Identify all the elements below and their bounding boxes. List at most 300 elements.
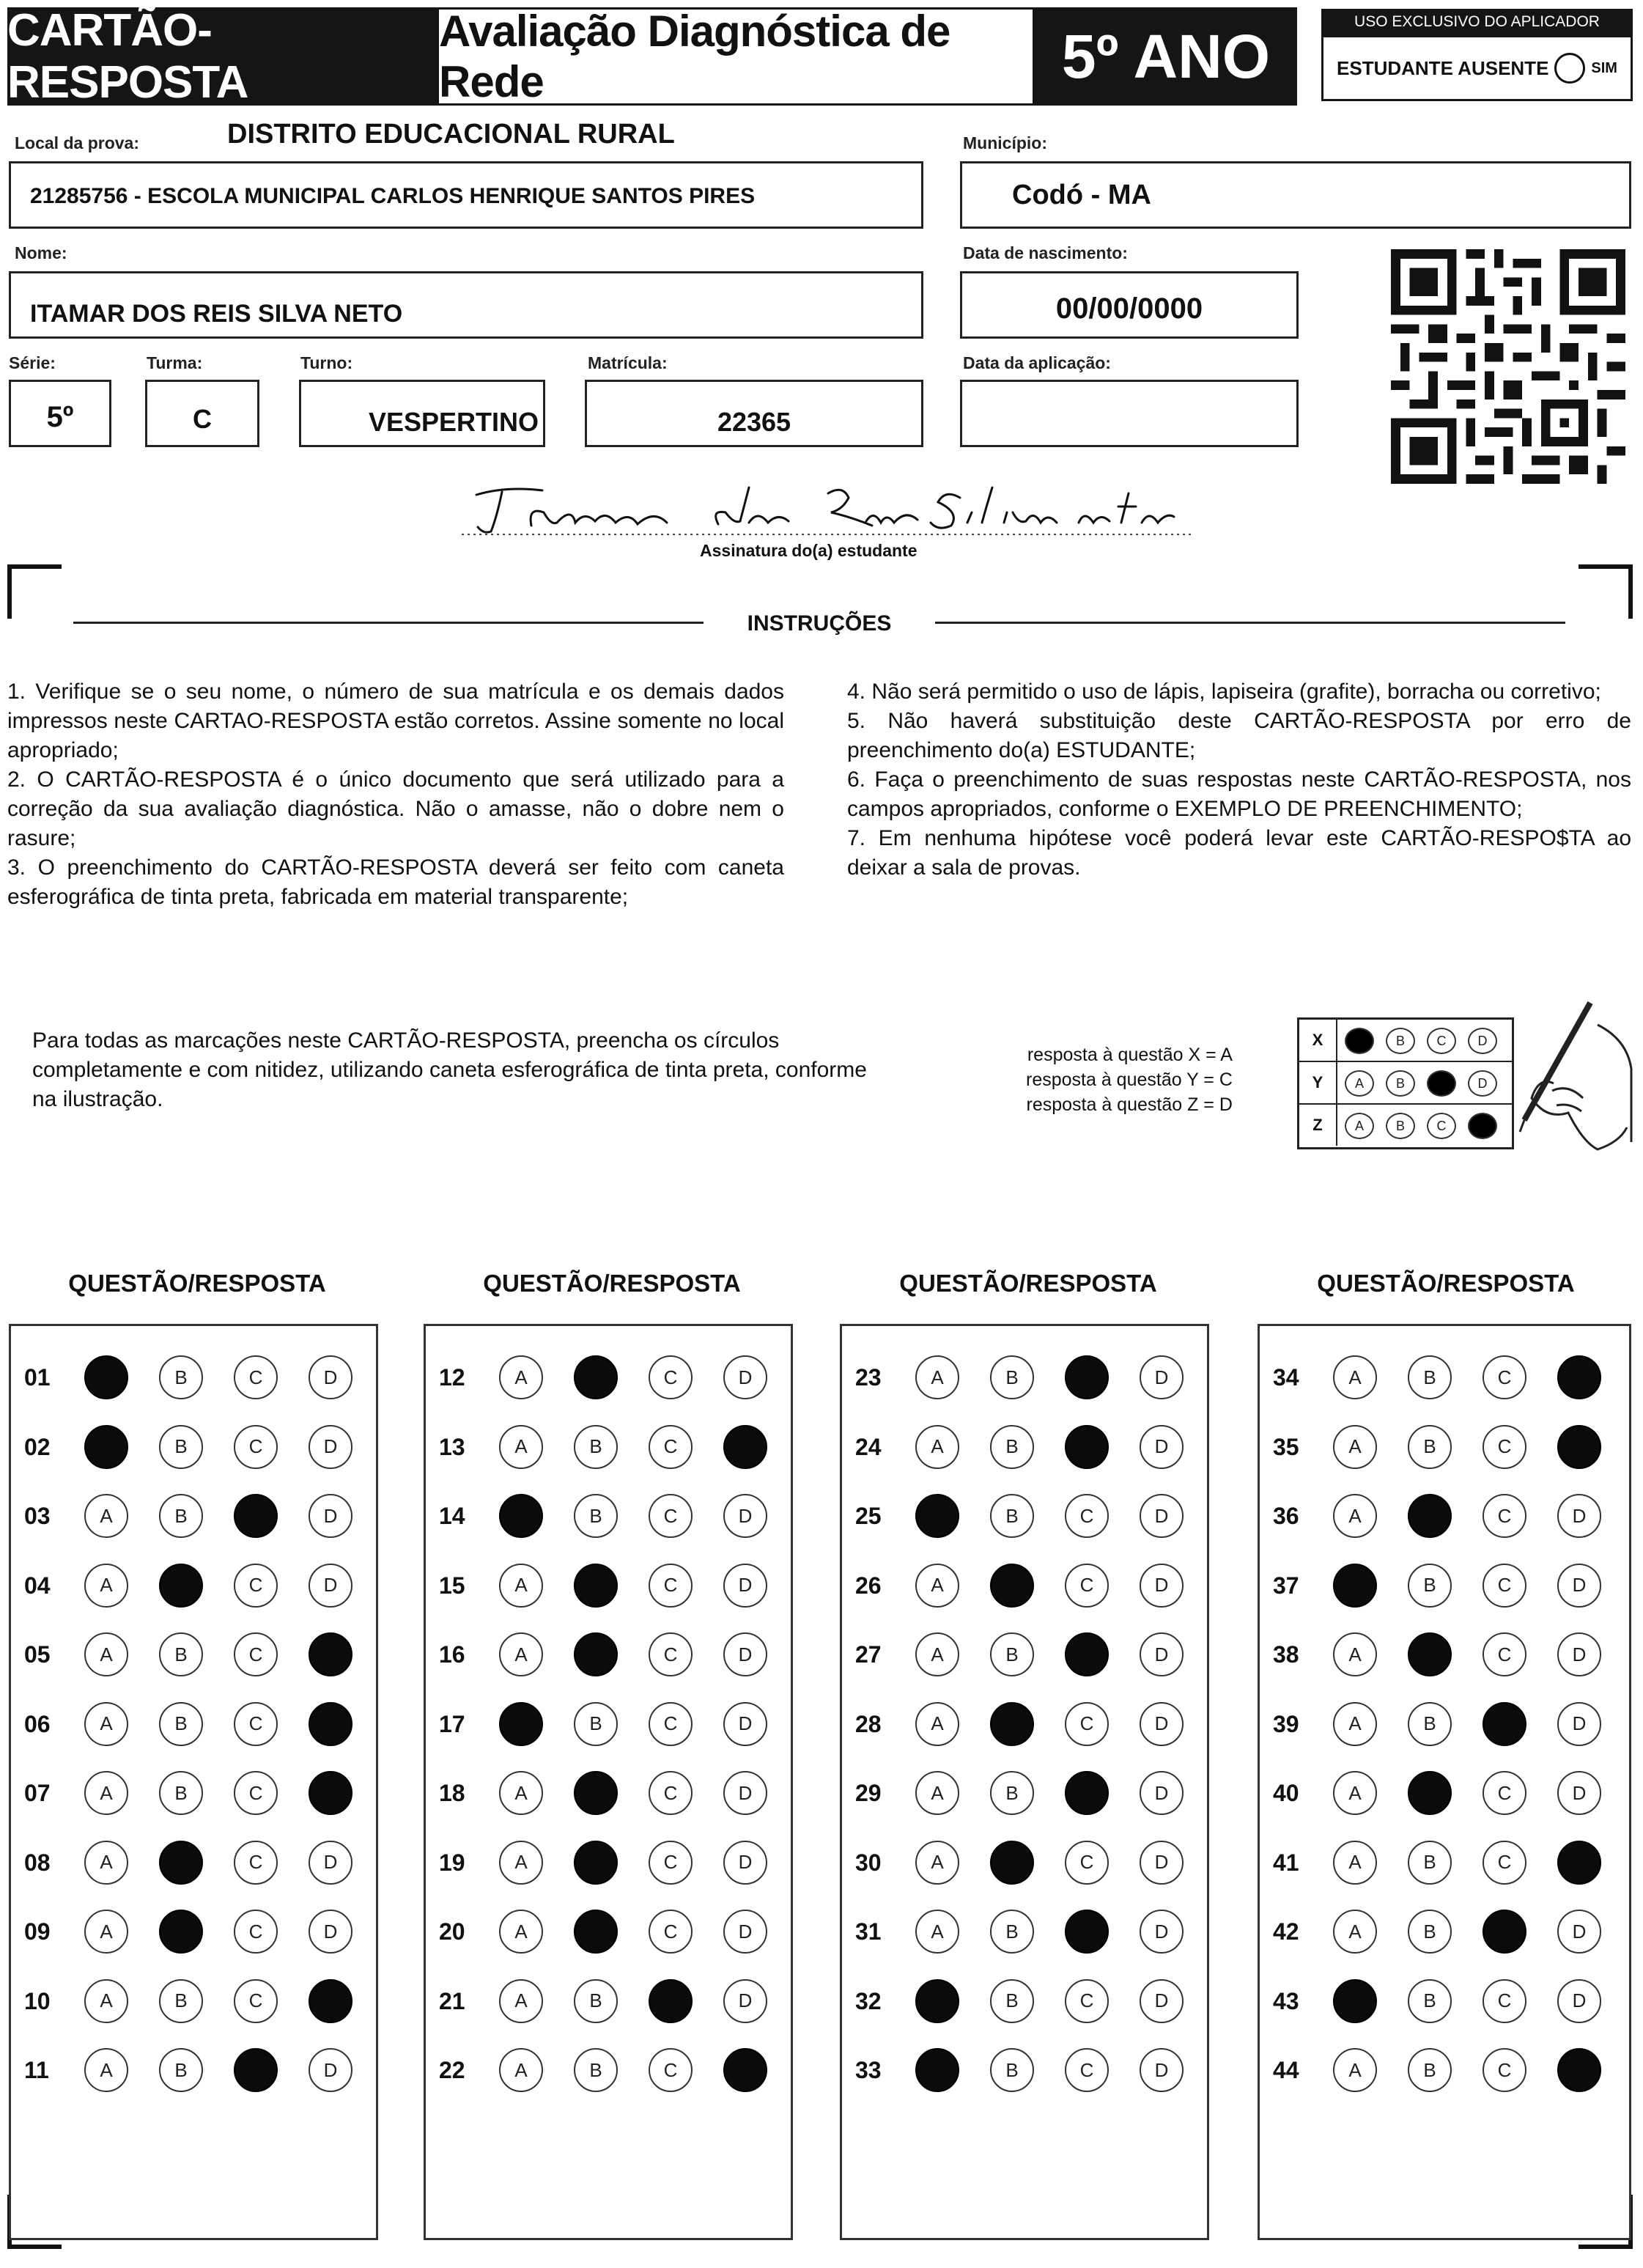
answer-bubble-b[interactable]: B: [574, 2048, 618, 2092]
turno-field[interactable]: [299, 380, 545, 447]
answer-bubble-c[interactable]: [1065, 1910, 1109, 1954]
answer-bubble-b[interactable]: B: [990, 1425, 1034, 1469]
answer-bubble-d[interactable]: D: [309, 1494, 352, 1538]
answer-bubble-b[interactable]: [574, 1841, 618, 1885]
answer-row: [426, 1425, 791, 1469]
answer-bubble-d[interactable]: [309, 1702, 352, 1746]
answer-bubble-d[interactable]: D: [309, 1910, 352, 1954]
answer-row: [11, 2048, 376, 2092]
question-number: 08: [24, 1849, 51, 1876]
answer-bubble-a[interactable]: A: [84, 1632, 128, 1676]
example-bubble-a: A: [1345, 1070, 1374, 1097]
column-title: QUESTÃO/RESPOSTA: [899, 1270, 1157, 1297]
answer-bubble-b[interactable]: B: [159, 1979, 203, 2023]
answer-bubble-a[interactable]: A: [915, 1355, 959, 1399]
instruction-item: 4. Não será permitido o uso de lápis, lapiseira (grafite), borracha ou corretivo;: [847, 680, 1601, 704]
school-field[interactable]: [9, 161, 923, 229]
question-number: 29: [855, 1780, 882, 1806]
answer-bubble-a[interactable]: A: [1333, 1494, 1377, 1538]
answer-bubble-a[interactable]: [499, 1494, 543, 1538]
answer-bubble-a[interactable]: A: [84, 1841, 128, 1885]
answer-bubble-a[interactable]: A: [1333, 1910, 1377, 1954]
answer-bubble-c[interactable]: [1065, 1632, 1109, 1676]
question-number: 37: [1273, 1572, 1299, 1599]
answer-bubble-c[interactable]: C: [649, 1702, 693, 1746]
answer-bubble-a[interactable]: A: [84, 1494, 128, 1538]
question-number: 24: [855, 1433, 882, 1460]
answer-row: [842, 1771, 1207, 1815]
answer-bubble-a[interactable]: [915, 1979, 959, 2023]
answer-bubble-d[interactable]: [1557, 2048, 1601, 2092]
answer-bubble-d[interactable]: D: [309, 2048, 352, 2092]
answer-row: [842, 1910, 1207, 1954]
municipio-label: Município:: [963, 133, 1047, 152]
answer-row: [1260, 1564, 1629, 1608]
answer-bubble-d[interactable]: D: [1557, 1564, 1601, 1608]
question-number: 16: [439, 1641, 465, 1668]
answer-bubble-b[interactable]: [990, 1702, 1034, 1746]
answer-bubble-d[interactable]: D: [1140, 1355, 1184, 1399]
pen-hand-icon: [1488, 995, 1634, 1164]
answer-bubble-d[interactable]: [723, 2048, 767, 2092]
example-line: resposta à questão Y = C: [1026, 1069, 1233, 1090]
answer-bubble-b[interactable]: [159, 1910, 203, 1954]
answer-row: [11, 1771, 376, 1815]
question-number: 04: [24, 1572, 51, 1599]
answer-bubble-d[interactable]: D: [723, 1632, 767, 1676]
answer-row: [11, 1564, 376, 1608]
question-number: 07: [24, 1780, 51, 1806]
answer-bubble-c[interactable]: [234, 1494, 278, 1538]
answer-bubble-b[interactable]: B: [159, 1355, 203, 1399]
answer-bubble-b[interactable]: B: [574, 1702, 618, 1746]
answer-bubble-a[interactable]: A: [84, 1979, 128, 2023]
answer-bubble-a[interactable]: A: [499, 1632, 543, 1676]
answer-bubble-c[interactable]: [1065, 1425, 1109, 1469]
aplicacao-label: Data da aplicação:: [963, 353, 1111, 372]
answer-bubble-c[interactable]: [1065, 1355, 1109, 1399]
answer-bubble-d[interactable]: D: [723, 1494, 767, 1538]
answer-bubble-a[interactable]: [915, 1494, 959, 1538]
answer-bubble-b[interactable]: B: [1408, 1979, 1452, 2023]
example-row: [1299, 1020, 1512, 1062]
answer-bubble-a[interactable]: A: [1333, 1425, 1377, 1469]
answer-bubble-a[interactable]: A: [915, 1702, 959, 1746]
answer-row: [11, 1494, 376, 1538]
answer-bubble-a[interactable]: A: [499, 1564, 543, 1608]
answer-bubble-a[interactable]: A: [84, 1564, 128, 1608]
answer-column: [424, 1324, 793, 2240]
question-number: 02: [24, 1433, 51, 1460]
answer-bubble-a[interactable]: [1333, 1564, 1377, 1608]
answer-bubble-b[interactable]: [574, 1771, 618, 1815]
answer-bubble-c[interactable]: [1483, 1910, 1526, 1954]
answer-row: [1260, 1355, 1629, 1399]
municipio-field[interactable]: [960, 161, 1631, 229]
answer-bubble-b[interactable]: B: [159, 1494, 203, 1538]
answer-row: [426, 2048, 791, 2092]
example-bubble-b: B: [1386, 1028, 1415, 1054]
question-number: 34: [1273, 1364, 1299, 1391]
answer-bubble-b[interactable]: [159, 1564, 203, 1608]
absent-label: ESTUDANTE AUSENTE: [1337, 56, 1549, 79]
example-line: resposta à questão X = A: [1027, 1045, 1233, 1065]
answer-bubble-d[interactable]: D: [309, 1841, 352, 1885]
answer-bubble-a[interactable]: [915, 2048, 959, 2092]
answer-bubble-c[interactable]: C: [234, 1425, 278, 1469]
question-number: 05: [24, 1641, 51, 1668]
answer-bubble-c[interactable]: C: [649, 1841, 693, 1885]
serie-label: Série:: [9, 353, 56, 372]
answer-bubble-d[interactable]: D: [1557, 1632, 1601, 1676]
answer-bubble-a[interactable]: [1333, 1979, 1377, 2023]
local-district: DISTRITO EDUCACIONAL RURAL: [227, 119, 675, 150]
answer-bubble-c[interactable]: C: [234, 1564, 278, 1608]
question-number: 14: [439, 1503, 465, 1529]
answer-bubble-c[interactable]: [234, 2048, 278, 2092]
answer-bubble-c[interactable]: [1065, 1771, 1109, 1815]
answer-bubble-c[interactable]: [1483, 1702, 1526, 1746]
answer-row: [11, 1632, 376, 1676]
answer-bubble-b[interactable]: B: [1408, 1425, 1452, 1469]
answer-bubble-a[interactable]: A: [915, 1564, 959, 1608]
answer-bubble-b[interactable]: B: [159, 1425, 203, 1469]
example-bubble-c: C: [1427, 1113, 1456, 1139]
answer-bubble-b[interactable]: B: [990, 1910, 1034, 1954]
question-number: 15: [439, 1572, 465, 1599]
card-title: CARTÃO-RESPOSTA: [7, 7, 437, 106]
answer-bubble-d[interactable]: D: [309, 1355, 352, 1399]
column-title: QUESTÃO/RESPOSTA: [1317, 1270, 1575, 1297]
answer-bubble-b[interactable]: B: [1408, 1702, 1452, 1746]
answer-bubble-c[interactable]: C: [1065, 1979, 1109, 2023]
answer-bubble-b[interactable]: B: [1408, 2048, 1452, 2092]
answer-bubble-d[interactable]: D: [1140, 1979, 1184, 2023]
answer-bubble-c[interactable]: C: [649, 1564, 693, 1608]
answer-bubble-b[interactable]: B: [1408, 1564, 1452, 1608]
nascimento-value: 00/00/0000: [1055, 292, 1203, 325]
answer-bubble-b[interactable]: [574, 1632, 618, 1676]
answer-bubble-b[interactable]: B: [159, 1702, 203, 1746]
nome-label: Nome:: [15, 243, 67, 262]
answer-bubble-c[interactable]: C: [234, 1632, 278, 1676]
question-number: 31: [855, 1918, 882, 1945]
answer-bubble-d[interactable]: D: [723, 1355, 767, 1399]
answer-row: [1260, 1494, 1629, 1538]
answer-bubble-a[interactable]: [499, 1702, 543, 1746]
local-label: Local da prova:: [15, 133, 139, 152]
nascimento-field[interactable]: [960, 271, 1299, 339]
answer-bubble-b[interactable]: B: [990, 1632, 1034, 1676]
absent-checkbox[interactable]: [1554, 53, 1585, 84]
question-number: 18: [439, 1780, 465, 1806]
serie-field[interactable]: [9, 380, 111, 447]
answer-bubble-c[interactable]: C: [1065, 1494, 1109, 1538]
answer-bubble-b[interactable]: B: [1408, 1841, 1452, 1885]
question-number: 17: [439, 1710, 465, 1737]
answer-bubble-a[interactable]: A: [499, 1979, 543, 2023]
question-number: 11: [24, 2057, 49, 2083]
instruction-item: 3. O preenchimento do CARTÃO-RESPOSTA deverá ser feito com caneta esferográfica de tinta preta, fabricada em material transparente;: [7, 855, 784, 909]
answer-bubble-d[interactable]: [309, 1632, 352, 1676]
answer-bubble-a[interactable]: [84, 1355, 128, 1399]
answer-bubble-c[interactable]: C: [1483, 1355, 1526, 1399]
turma-value: C: [193, 404, 212, 434]
answer-bubble-c[interactable]: C: [1483, 2048, 1526, 2092]
answer-bubble-c[interactable]: C: [1483, 1841, 1526, 1885]
answer-bubble-b[interactable]: B: [159, 1771, 203, 1815]
answer-bubble-d[interactable]: D: [1557, 1910, 1601, 1954]
answer-row: [426, 1355, 791, 1399]
example-row: [1299, 1062, 1512, 1105]
aplicacao-field[interactable]: [960, 380, 1299, 447]
answer-row: [1260, 1632, 1629, 1676]
example-bubble-d: D: [1468, 1028, 1497, 1054]
answer-row: [842, 1355, 1207, 1399]
example-line: resposta à questão Z = D: [1026, 1094, 1233, 1115]
answer-bubble-a[interactable]: A: [84, 2048, 128, 2092]
answer-bubble-b[interactable]: B: [574, 1979, 618, 2023]
answer-bubble-b[interactable]: B: [159, 1632, 203, 1676]
answer-bubble-a[interactable]: A: [915, 1841, 959, 1885]
answer-bubble-a[interactable]: A: [915, 1425, 959, 1469]
example-bubble-c: C: [1427, 1028, 1456, 1054]
instruction-item: 2. O CARTÃO-RESPOSTA é o único documento que será utilizado para a correção da sua avaliação diagnóstica. Não o amasse, não o dobre nem o rasure;: [7, 767, 784, 850]
answer-bubble-c[interactable]: C: [1483, 1771, 1526, 1815]
answer-bubble-d[interactable]: [1557, 1841, 1601, 1885]
answer-row: [11, 1425, 376, 1469]
answer-bubble-d[interactable]: D: [723, 1564, 767, 1608]
answer-bubble-a[interactable]: A: [499, 1355, 543, 1399]
answer-bubble-b[interactable]: B: [1408, 1910, 1452, 1954]
answer-bubble-b[interactable]: [159, 1841, 203, 1885]
answer-bubble-c[interactable]: [649, 1979, 693, 2023]
answer-bubble-c[interactable]: C: [1065, 1702, 1109, 1746]
example-grid: [1297, 1017, 1514, 1149]
serie-value: 5º: [46, 401, 74, 433]
absent-option: SIM: [1591, 59, 1617, 76]
answer-bubble-c[interactable]: C: [649, 2048, 693, 2092]
answer-bubble-a[interactable]: A: [1333, 1632, 1377, 1676]
answer-bubble-a[interactable]: A: [915, 1771, 959, 1815]
answer-bubble-a[interactable]: A: [1333, 1702, 1377, 1746]
answer-bubble-d[interactable]: D: [1140, 1841, 1184, 1885]
answer-bubble-c[interactable]: C: [649, 1632, 693, 1676]
answer-bubble-d[interactable]: D: [1140, 1910, 1184, 1954]
answer-bubble-c[interactable]: C: [1065, 2048, 1109, 2092]
question-number: 30: [855, 1849, 882, 1876]
answer-bubble-b[interactable]: [1408, 1771, 1452, 1815]
column-title: QUESTÃO/RESPOSTA: [68, 1270, 326, 1297]
answer-row: [426, 1702, 791, 1746]
question-number: 09: [24, 1918, 51, 1945]
answer-row: [1260, 1702, 1629, 1746]
answer-bubble-c[interactable]: C: [1483, 1979, 1526, 2023]
answer-bubble-b[interactable]: [574, 1355, 618, 1399]
answer-bubble-c[interactable]: C: [1483, 1632, 1526, 1676]
answer-bubble-b[interactable]: [1408, 1494, 1452, 1538]
answer-bubble-c[interactable]: C: [1483, 1494, 1526, 1538]
school-value: 21285756 - ESCOLA MUNICIPAL CARLOS HENRIQUE SANTOS PIRES: [30, 184, 756, 208]
answer-bubble-c[interactable]: C: [1483, 1564, 1526, 1608]
answer-bubble-d[interactable]: D: [1557, 1702, 1601, 1746]
answer-bubble-d[interactable]: [309, 1771, 352, 1815]
turno-value: VESPERTINO: [368, 407, 539, 437]
question-number: 27: [855, 1641, 882, 1668]
answer-bubble-a[interactable]: A: [84, 1910, 128, 1954]
answer-bubble-c[interactable]: C: [649, 1910, 693, 1954]
answer-bubble-c[interactable]: C: [234, 1702, 278, 1746]
answer-bubble-b[interactable]: B: [990, 1355, 1034, 1399]
turma-field[interactable]: [145, 380, 259, 447]
answer-bubble-d[interactable]: D: [1140, 1702, 1184, 1746]
evaluation-title: Avaliação Diagnóstica de Rede: [437, 7, 1035, 106]
answer-bubble-a[interactable]: A: [499, 1910, 543, 1954]
answer-bubble-d[interactable]: D: [723, 1841, 767, 1885]
answer-bubble-b[interactable]: [574, 1564, 618, 1608]
answer-row: [11, 1702, 376, 1746]
answer-column: [1258, 1324, 1631, 2240]
answer-bubble-d[interactable]: D: [723, 1771, 767, 1815]
answer-bubble-a[interactable]: A: [915, 1632, 959, 1676]
answer-bubble-a[interactable]: A: [84, 1771, 128, 1815]
answer-bubble-b[interactable]: [990, 1841, 1034, 1885]
turno-label: Turno:: [300, 353, 353, 372]
answer-row: [842, 1494, 1207, 1538]
answer-bubble-c[interactable]: C: [234, 1841, 278, 1885]
answer-row: [11, 1979, 376, 2023]
answer-bubble-c[interactable]: C: [234, 1910, 278, 1954]
question-number: 19: [439, 1849, 465, 1876]
answer-bubble-d[interactable]: D: [1140, 1564, 1184, 1608]
question-number: 21: [439, 1987, 465, 2014]
answer-bubble-d[interactable]: [1557, 1425, 1601, 1469]
matricula-value: 22365: [717, 407, 791, 437]
answer-bubble-a[interactable]: A: [1333, 2048, 1377, 2092]
answer-bubble-d[interactable]: D: [1140, 1494, 1184, 1538]
answer-row: [426, 1632, 791, 1676]
answer-row: [842, 1425, 1207, 1469]
instructions-title: INSTRUÇÕES: [747, 611, 892, 636]
answer-bubble-a[interactable]: A: [84, 1702, 128, 1746]
answer-bubble-c[interactable]: C: [649, 1425, 693, 1469]
answer-row: [11, 1355, 376, 1399]
answer-row: [842, 1979, 1207, 2023]
answer-bubble-d[interactable]: [1557, 1355, 1601, 1399]
answer-bubble-d[interactable]: [723, 1425, 767, 1469]
question-number: 20: [439, 1918, 465, 1945]
answer-bubble-d[interactable]: D: [723, 1979, 767, 2023]
answer-bubble-c[interactable]: C: [234, 1355, 278, 1399]
question-number: 40: [1273, 1780, 1299, 1806]
answer-row: [842, 1564, 1207, 1608]
answer-bubble-c[interactable]: C: [1065, 1841, 1109, 1885]
answer-bubble-b[interactable]: B: [574, 1425, 618, 1469]
answer-bubble-c[interactable]: C: [649, 1771, 693, 1815]
question-number: 28: [855, 1710, 882, 1737]
answer-bubble-d[interactable]: D: [1557, 1771, 1601, 1815]
answer-column: [840, 1324, 1209, 2240]
answer-bubble-a[interactable]: [84, 1425, 128, 1469]
answer-column: [9, 1324, 378, 2240]
answer-bubble-d[interactable]: D: [1140, 1425, 1184, 1469]
qr-code-icon: [1391, 249, 1625, 484]
answer-bubble-c[interactable]: C: [649, 1355, 693, 1399]
question-number: 23: [855, 1364, 882, 1391]
answer-bubble-b[interactable]: B: [159, 2048, 203, 2092]
answer-bubble-d[interactable]: [309, 1979, 352, 2023]
question-number: 33: [855, 2057, 882, 2083]
matricula-field[interactable]: [585, 380, 923, 447]
answer-bubble-c[interactable]: C: [649, 1494, 693, 1538]
answer-row: [11, 1910, 376, 1954]
answer-bubble-d[interactable]: D: [723, 1910, 767, 1954]
answer-bubble-d[interactable]: D: [723, 1702, 767, 1746]
instruction-item: 1. Verifique se o seu nome, o número de sua matrícula e os demais dados impressos neste CARTAO-RESPOSTA estão corretos. Assine somente no local apropriado;: [7, 680, 784, 762]
question-number: 32: [855, 1987, 882, 2014]
answer-bubble-a[interactable]: A: [1333, 1771, 1377, 1815]
answer-row: [426, 1564, 791, 1608]
answer-bubble-a[interactable]: A: [499, 1771, 543, 1815]
example-row-label: Y: [1299, 1062, 1337, 1103]
answer-bubble-c[interactable]: C: [1065, 1564, 1109, 1608]
question-number: 06: [24, 1710, 51, 1737]
answer-bubble-b[interactable]: [1408, 1632, 1452, 1676]
answer-bubble-c[interactable]: C: [1483, 1425, 1526, 1469]
answer-bubble-b[interactable]: B: [990, 1979, 1034, 2023]
answer-bubble-a[interactable]: A: [499, 2048, 543, 2092]
answer-bubble-b[interactable]: B: [1408, 1355, 1452, 1399]
answer-bubble-d[interactable]: D: [309, 1425, 352, 1469]
answer-bubble-a[interactable]: A: [915, 1910, 959, 1954]
answer-row: [11, 1841, 376, 1885]
answer-bubble-d[interactable]: D: [1140, 2048, 1184, 2092]
answer-row: [426, 1771, 791, 1815]
question-number: 13: [439, 1433, 465, 1460]
answer-bubble-a[interactable]: A: [1333, 1355, 1377, 1399]
answer-row: [1260, 1910, 1629, 1954]
question-number: 39: [1273, 1710, 1299, 1737]
answer-bubble-d[interactable]: D: [1557, 1494, 1601, 1538]
answer-bubble-b[interactable]: B: [990, 1771, 1034, 1815]
answer-bubble-d[interactable]: D: [309, 1564, 352, 1608]
absent-field: [1321, 35, 1633, 101]
example-bubble-a: A: [1345, 1113, 1374, 1139]
question-number: 35: [1273, 1433, 1299, 1460]
answer-bubble-b[interactable]: [990, 1564, 1034, 1608]
divider: [73, 622, 704, 624]
answer-bubble-c[interactable]: C: [234, 1979, 278, 2023]
question-number: 43: [1273, 1987, 1299, 2014]
question-number: 12: [439, 1364, 465, 1391]
answer-bubble-b[interactable]: B: [574, 1494, 618, 1538]
registration-mark: [1579, 564, 1633, 619]
answer-bubble-a[interactable]: A: [499, 1425, 543, 1469]
signature-label: Assinatura do(a) estudante: [700, 541, 918, 560]
answer-row: [842, 1841, 1207, 1885]
answer-bubble-c[interactable]: C: [234, 1771, 278, 1815]
answer-bubble-b[interactable]: [574, 1910, 618, 1954]
answer-bubble-d[interactable]: D: [1140, 1771, 1184, 1815]
answer-bubble-a[interactable]: A: [1333, 1841, 1377, 1885]
answer-bubble-b[interactable]: B: [990, 2048, 1034, 2092]
answer-bubble-d[interactable]: D: [1557, 1979, 1601, 2023]
question-number: 42: [1273, 1918, 1299, 1945]
answer-bubble-b[interactable]: B: [990, 1494, 1034, 1538]
answer-bubble-a[interactable]: A: [499, 1841, 543, 1885]
answer-bubble-d[interactable]: D: [1140, 1632, 1184, 1676]
nome-field[interactable]: [9, 271, 923, 339]
